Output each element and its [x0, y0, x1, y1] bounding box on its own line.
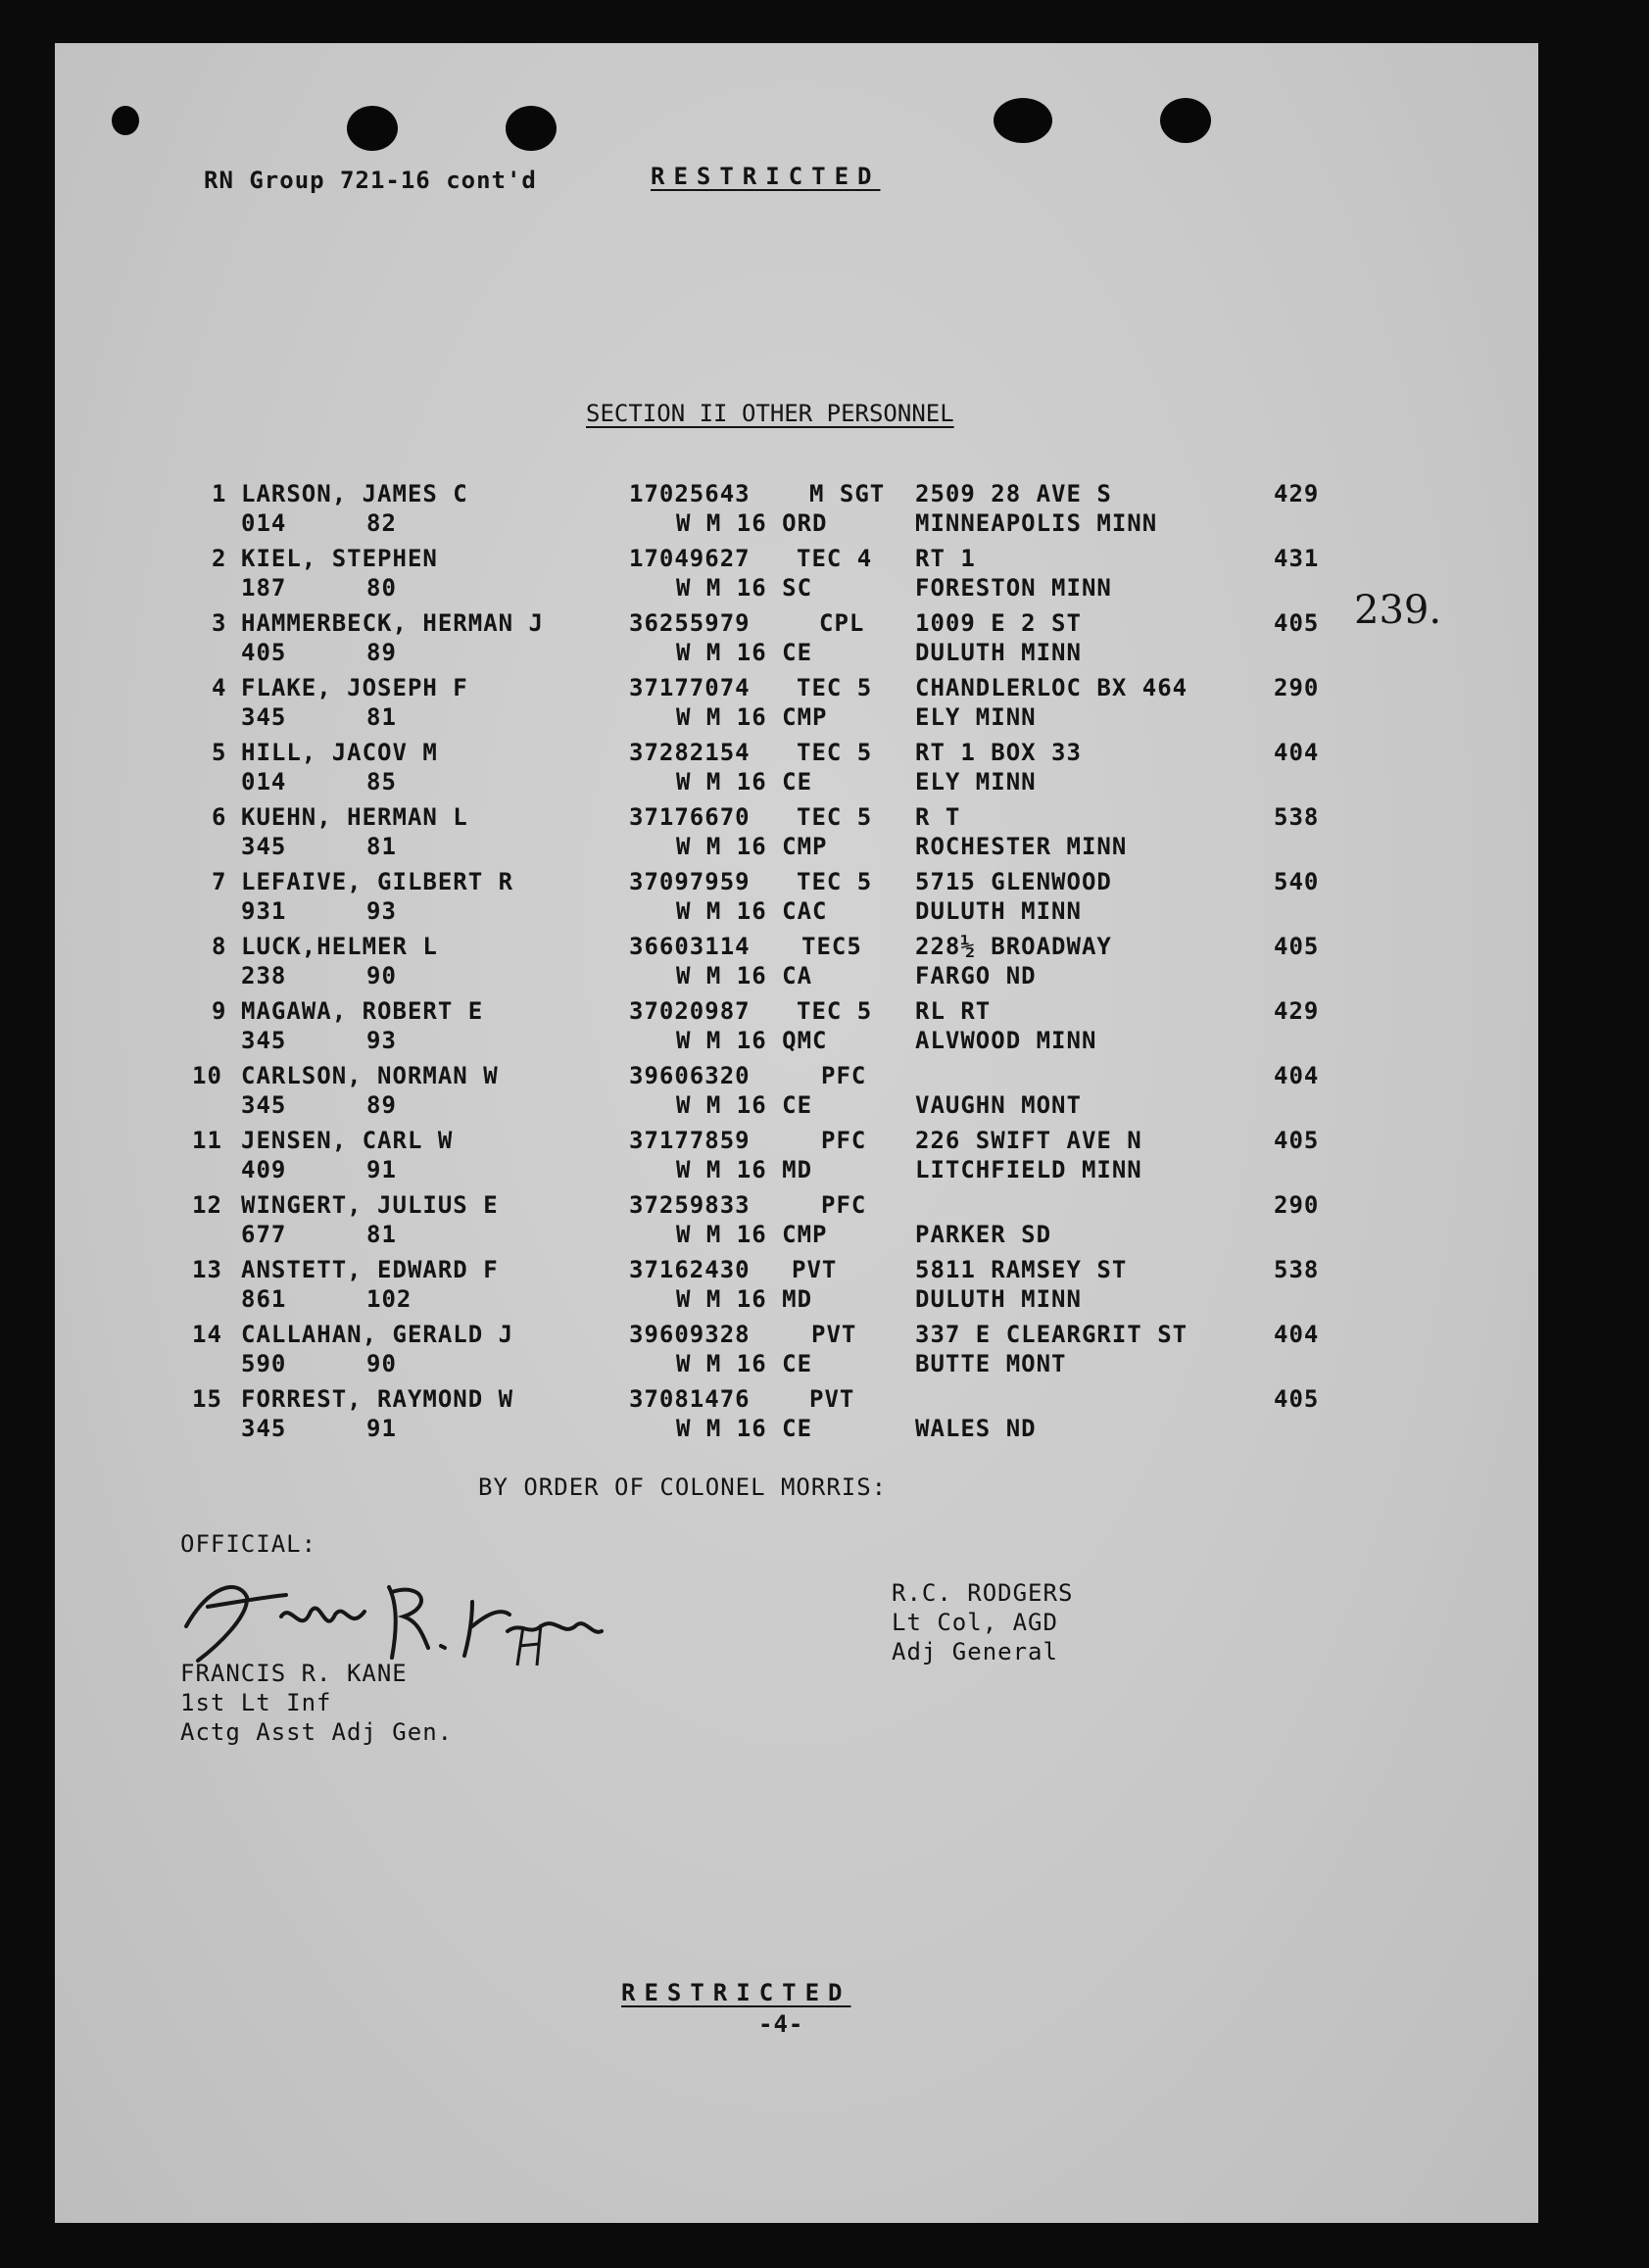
personnel-record [55, 1062, 1538, 1127]
record-serial: 37259833 [629, 1191, 751, 1219]
page-mark-239: 239. [1354, 588, 1442, 633]
record-serial: 39609328 [629, 1321, 751, 1348]
record-addr1: 337 E CLEARGRIT ST [915, 1321, 1188, 1348]
record-tail: 429 [1274, 480, 1320, 507]
record-addr2: ELY MINN [915, 703, 1037, 731]
personnel-record [55, 480, 1538, 545]
personnel-record [55, 803, 1538, 868]
personnel-record [55, 1256, 1538, 1321]
record-code-b: 89 [366, 1091, 397, 1119]
record-addr1: 228½ BROADWAY [915, 933, 1112, 960]
document-page [55, 43, 1538, 2223]
record-name: MAGAWA, ROBERT E [241, 997, 484, 1025]
record-code-b: 91 [366, 1156, 397, 1183]
commander-rank: Lt Col, AGD [892, 1609, 1058, 1636]
record-code-a: 345 [241, 703, 287, 731]
record-race-unit: W M 16 CE [676, 1415, 813, 1442]
personnel-record [55, 1321, 1538, 1385]
record-race-unit: W M 16 CE [676, 768, 813, 796]
record-num: 10 [192, 1062, 222, 1089]
record-code-b: 81 [366, 703, 397, 731]
record-rank: TEC 4 [797, 545, 873, 572]
record-code-b: 90 [366, 962, 397, 989]
record-addr2: ROCHESTER MINN [915, 833, 1128, 860]
record-rank: PVT [811, 1321, 857, 1348]
record-code-a: 677 [241, 1221, 287, 1248]
record-addr2: ALVWOOD MINN [915, 1027, 1097, 1054]
record-serial: 36603114 [629, 933, 751, 960]
record-num: 3 [212, 609, 227, 637]
record-race-unit: W M 16 CAC [676, 897, 828, 925]
record-num: 15 [192, 1385, 222, 1413]
record-code-a: 014 [241, 768, 287, 796]
record-tail: 404 [1274, 1062, 1320, 1089]
record-num: 9 [212, 997, 227, 1025]
record-name: KUEHN, HERMAN L [241, 803, 468, 831]
record-serial: 37020987 [629, 997, 751, 1025]
punch-hole [1160, 98, 1211, 143]
record-tail: 290 [1274, 1191, 1320, 1219]
punch-hole [994, 98, 1052, 143]
record-rank: TEC 5 [797, 739, 873, 766]
record-serial: 37177859 [629, 1127, 751, 1154]
ink-blot [112, 106, 139, 135]
record-rank: PFC [821, 1062, 867, 1089]
record-rank: TEC 5 [797, 997, 873, 1025]
record-name: CALLAHAN, GERALD J [241, 1321, 514, 1348]
record-tail: 540 [1274, 868, 1320, 895]
record-addr1: RT 1 BOX 33 [915, 739, 1082, 766]
record-code-a: 590 [241, 1350, 287, 1377]
record-code-b: 90 [366, 1350, 397, 1377]
record-tail: 404 [1274, 739, 1320, 766]
record-name: FORREST, RAYMOND W [241, 1385, 514, 1413]
record-race-unit: W M 16 SC [676, 574, 813, 602]
personnel-record [55, 674, 1538, 739]
record-tail: 538 [1274, 803, 1320, 831]
record-rank: TEC 5 [797, 868, 873, 895]
record-addr2: WALES ND [915, 1415, 1037, 1442]
record-tail: 290 [1274, 674, 1320, 701]
record-addr2: PARKER SD [915, 1221, 1052, 1248]
record-num: 5 [212, 739, 227, 766]
personnel-record [55, 868, 1538, 933]
personnel-record [55, 933, 1538, 997]
record-name: ANSTETT, EDWARD F [241, 1256, 499, 1283]
record-race-unit: W M 16 CE [676, 1350, 813, 1377]
record-rank: M SGT [809, 480, 886, 507]
by-order-line: BY ORDER OF COLONEL MORRIS: [478, 1473, 888, 1501]
record-race-unit: W M 16 QMC [676, 1027, 828, 1054]
record-code-b: 85 [366, 768, 397, 796]
record-code-a: 187 [241, 574, 287, 602]
record-code-b: 81 [366, 1221, 397, 1248]
record-name: LUCK,HELMER L [241, 933, 438, 960]
record-rank: PVT [792, 1256, 838, 1283]
record-addr1: RT 1 [915, 545, 976, 572]
record-rank: TEC 5 [797, 674, 873, 701]
record-num: 12 [192, 1191, 222, 1219]
officer-title: Actg Asst Adj Gen. [180, 1718, 454, 1746]
record-rank: TEC5 [801, 933, 862, 960]
record-serial: 36255979 [629, 609, 751, 637]
record-num: 14 [192, 1321, 222, 1348]
record-addr2: ELY MINN [915, 768, 1037, 796]
record-code-a: 861 [241, 1285, 287, 1313]
personnel-record [55, 545, 1538, 609]
record-addr2: VAUGHN MONT [915, 1091, 1082, 1119]
record-rank: TEC 5 [797, 803, 873, 831]
record-num: 11 [192, 1127, 222, 1154]
record-serial: 37176670 [629, 803, 751, 831]
record-addr2: FORESTON MINN [915, 574, 1112, 602]
record-serial: 39606320 [629, 1062, 751, 1089]
record-code-a: 345 [241, 1027, 287, 1054]
commander-title: Adj General [892, 1638, 1058, 1665]
officer-rank: 1st Lt Inf [180, 1689, 332, 1716]
commander-name: R.C. RODGERS [892, 1579, 1074, 1607]
record-addr2: BUTTE MONT [915, 1350, 1067, 1377]
record-code-b: 91 [366, 1415, 397, 1442]
personnel-record [55, 739, 1538, 803]
officer-name: FRANCIS R. KANE [180, 1660, 408, 1687]
record-rank: PFC [821, 1127, 867, 1154]
punch-hole [506, 106, 557, 151]
record-num: 4 [212, 674, 227, 701]
record-tail: 404 [1274, 1321, 1320, 1348]
record-name: KIEL, STEPHEN [241, 545, 438, 572]
record-code-a: 345 [241, 1091, 287, 1119]
record-rank: PFC [821, 1191, 867, 1219]
record-name: LEFAIVE, GILBERT R [241, 868, 514, 895]
record-serial: 37162430 [629, 1256, 751, 1283]
record-name: HAMMERBECK, HERMAN J [241, 609, 544, 637]
record-code-a: 931 [241, 897, 287, 925]
record-serial: 17025643 [629, 480, 751, 507]
record-code-a: 409 [241, 1156, 287, 1183]
record-addr1: 226 SWIFT AVE N [915, 1127, 1142, 1154]
record-code-b: 89 [366, 639, 397, 666]
record-race-unit: W M 16 CE [676, 639, 813, 666]
record-code-b: 80 [366, 574, 397, 602]
record-addr1: CHANDLERLOC BX 464 [915, 674, 1188, 701]
record-serial: 37097959 [629, 868, 751, 895]
record-addr1: R T [915, 803, 961, 831]
record-race-unit: W M 16 CMP [676, 1221, 828, 1248]
record-race-unit: W M 16 CA [676, 962, 813, 989]
personnel-record [55, 609, 1538, 674]
record-addr2: FARGO ND [915, 962, 1037, 989]
record-code-b: 82 [366, 509, 397, 537]
record-tail: 431 [1274, 545, 1320, 572]
record-name: LARSON, JAMES C [241, 480, 468, 507]
record-tail: 405 [1274, 933, 1320, 960]
record-race-unit: W M 16 CMP [676, 833, 828, 860]
record-addr1: 5715 GLENWOOD [915, 868, 1112, 895]
record-tail: 538 [1274, 1256, 1320, 1283]
record-addr1: RL RT [915, 997, 992, 1025]
record-serial: 37282154 [629, 739, 751, 766]
record-addr1: 5811 RAMSEY ST [915, 1256, 1128, 1283]
record-race-unit: W M 16 CE [676, 1091, 813, 1119]
record-code-a: 405 [241, 639, 287, 666]
page-number: -4- [758, 2010, 804, 2038]
record-code-b: 93 [366, 1027, 397, 1054]
record-name: CARLSON, NORMAN W [241, 1062, 499, 1089]
record-race-unit: W M 16 ORD [676, 509, 828, 537]
record-addr2: DULUTH MINN [915, 897, 1082, 925]
official-label: OFFICIAL: [180, 1530, 317, 1558]
header-ref: RN Group 721-16 cont'd [204, 167, 537, 194]
section-title: SECTION II OTHER PERSONNEL [586, 400, 954, 427]
record-addr2: DULUTH MINN [915, 639, 1082, 666]
record-num: 7 [212, 868, 227, 895]
record-serial: 37177074 [629, 674, 751, 701]
record-tail: 429 [1274, 997, 1320, 1025]
record-code-b: 93 [366, 897, 397, 925]
record-code-a: 345 [241, 1415, 287, 1442]
record-code-a: 014 [241, 509, 287, 537]
record-name: JENSEN, CARL W [241, 1127, 454, 1154]
record-race-unit: W M 16 CMP [676, 703, 828, 731]
record-num: 6 [212, 803, 227, 831]
record-code-b: 81 [366, 833, 397, 860]
record-rank: PVT [809, 1385, 855, 1413]
record-code-b: 102 [366, 1285, 412, 1313]
header-restricted: RESTRICTED [651, 163, 881, 190]
record-rank: CPL [819, 609, 865, 637]
record-addr1: 2509 28 AVE S [915, 480, 1112, 507]
record-num: 2 [212, 545, 227, 572]
record-tail: 405 [1274, 609, 1320, 637]
record-tail: 405 [1274, 1127, 1320, 1154]
record-num: 13 [192, 1256, 222, 1283]
record-num: 1 [212, 480, 227, 507]
record-race-unit: W M 16 MD [676, 1156, 813, 1183]
personnel-record [55, 1385, 1538, 1450]
record-serial: 17049627 [629, 545, 751, 572]
record-name: WINGERT, JULIUS E [241, 1191, 499, 1219]
record-num: 8 [212, 933, 227, 960]
record-addr2: LITCHFIELD MINN [915, 1156, 1142, 1183]
record-tail: 405 [1274, 1385, 1320, 1413]
record-addr2: MINNEAPOLIS MINN [915, 509, 1158, 537]
record-addr1: 1009 E 2 ST [915, 609, 1082, 637]
record-name: FLAKE, JOSEPH F [241, 674, 468, 701]
personnel-record [55, 997, 1538, 1062]
record-serial: 37081476 [629, 1385, 751, 1413]
record-addr2: DULUTH MINN [915, 1285, 1082, 1313]
personnel-record [55, 1127, 1538, 1191]
record-code-a: 238 [241, 962, 287, 989]
record-code-a: 345 [241, 833, 287, 860]
footer-restricted: RESTRICTED [621, 1979, 851, 2006]
record-name: HILL, JACOV M [241, 739, 438, 766]
personnel-record [55, 1191, 1538, 1256]
punch-hole [347, 106, 398, 151]
record-race-unit: W M 16 MD [676, 1285, 813, 1313]
